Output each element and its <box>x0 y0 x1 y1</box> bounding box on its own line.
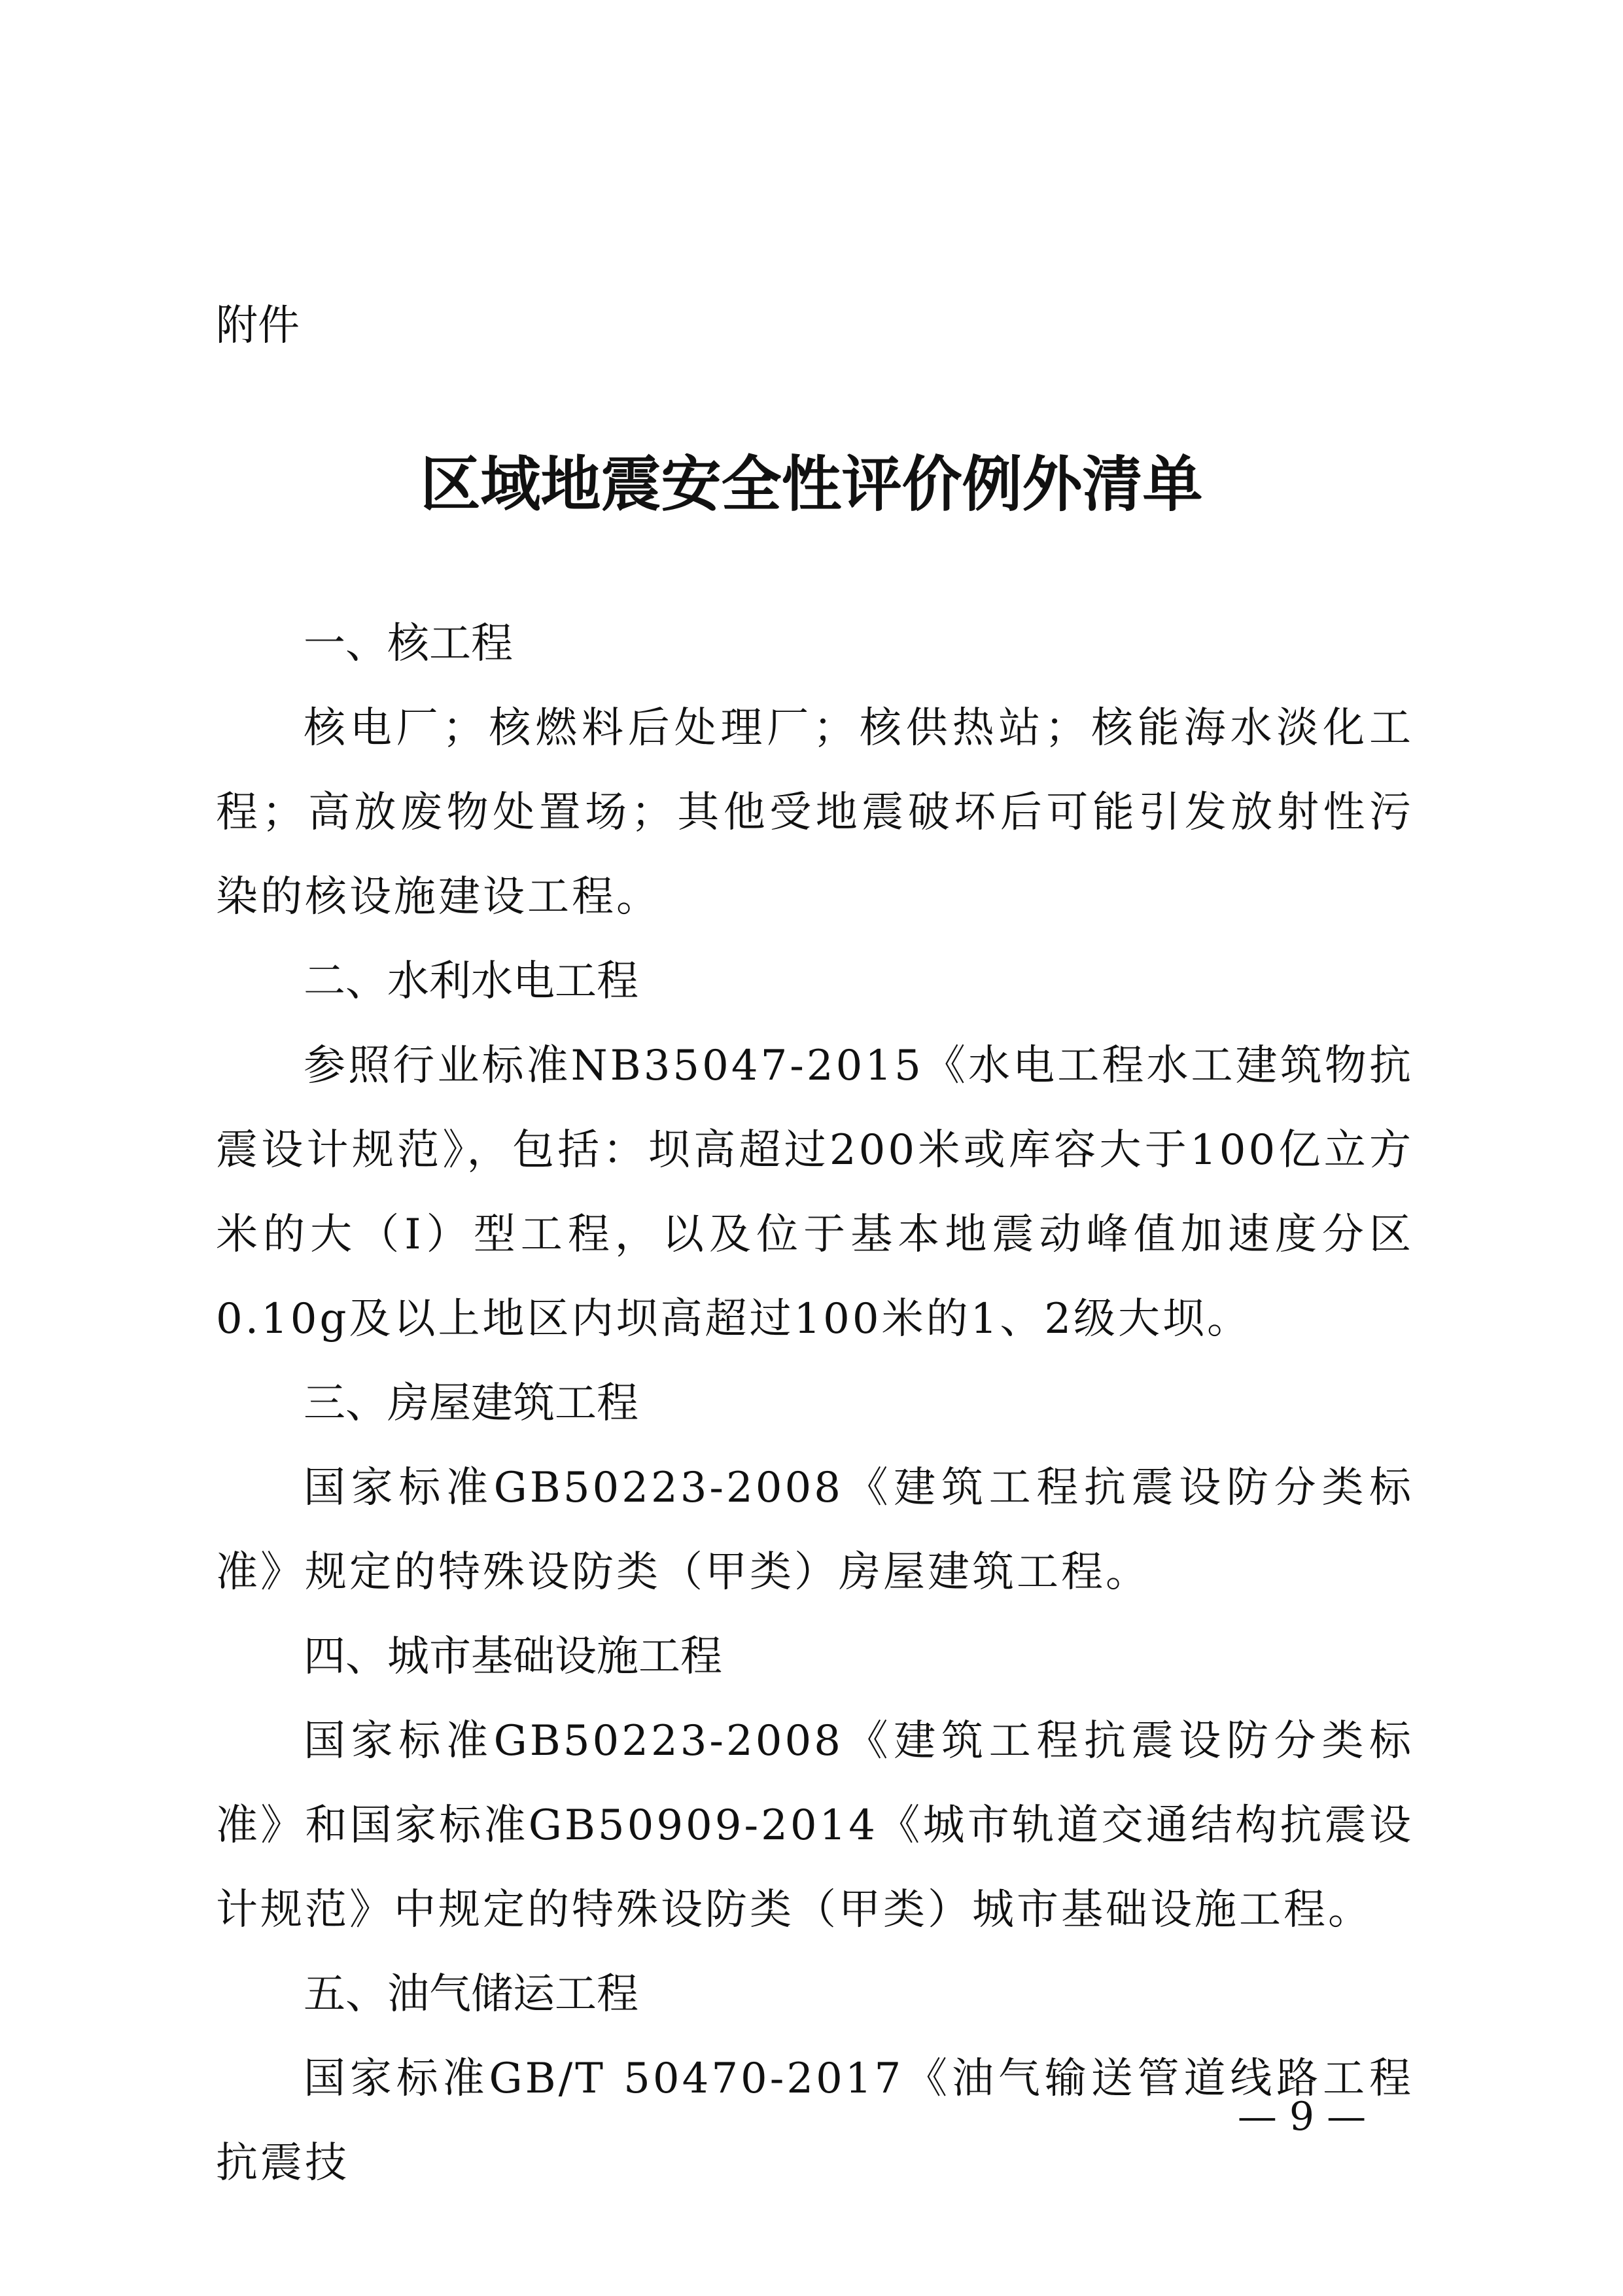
section-heading: 一、核工程 <box>304 620 513 668</box>
section-paragraph: 核电厂；核燃料后处理厂；核供热站；核能海水淡化工程；高放废物处置场；其他受地震破坏后可能引发放射性污染的核设施建设工程。 <box>216 704 1414 921</box>
section-paragraph: 国家标准GB50223-2008《建筑工程抗震设防分类标准》和国家标准GB50909-2014《城市轨道交通结构抗震设计规范》中规定的特殊设防类（甲类）城市基础设施工程。 <box>216 1717 1414 1934</box>
document-title: 区域地震安全性评价例外清单 <box>420 449 1203 520</box>
section-water-conservancy <box>216 940 1414 1362</box>
section-heading: 四、城市基础设施工程 <box>304 1633 722 1681</box>
attachment-label: 附件 <box>216 302 300 350</box>
section-urban-infrastructure <box>216 1615 1414 1952</box>
page-number: — 9 — <box>1237 2094 1367 2140</box>
section-building <box>216 1362 1414 1615</box>
section-heading: 三、房屋建筑工程 <box>304 1379 638 1428</box>
section-paragraph: 参照行业标准NB35047-2015《水电工程水工建筑物抗震设计规范》，包括：坝高超过200米或库容大于100亿立方米的大（Ⅰ）型工程，以及位于基本地震动峰值加速度分区0.10g及以上地区内坝高超过100米的1、2级大坝。 <box>216 1042 1414 1343</box>
section-heading: 五、油气储运工程 <box>304 1970 638 2019</box>
section-heading: 二、水利水电工程 <box>304 957 638 1006</box>
section-nuclear <box>216 602 1414 940</box>
section-paragraph: 国家标准GB50223-2008《建筑工程抗震设防分类标准》规定的特殊设防类（甲类）房屋建筑工程。 <box>216 1464 1414 1597</box>
section-oil-gas <box>216 1952 1414 2206</box>
document-body <box>216 602 1414 2206</box>
section-paragraph: 国家标准GB/T 50470-2017《油气输送管道线路工程抗震技 <box>216 2055 1414 2187</box>
